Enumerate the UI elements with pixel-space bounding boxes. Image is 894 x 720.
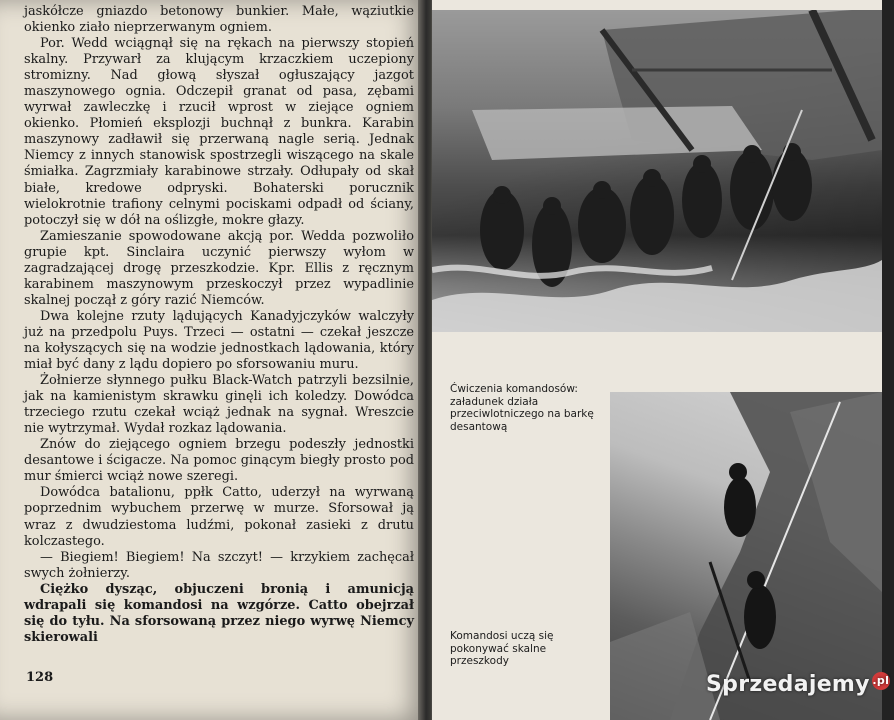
left-page bbox=[0, 0, 430, 720]
faint-caption bbox=[722, 326, 862, 335]
page-number: 128 bbox=[26, 670, 54, 685]
paragraph: Dwa kolejne rzuty lądujących Kanadyjczyków walczyły już na przedpolu Puys. Trzeci — ostatni — czekał jeszcze na kołyszących się na wodzie jednostkach lądowania, który miał być dany z lądu dopiero po sforsowaniu muru. bbox=[24, 308, 414, 373]
watermark-badge: .pl bbox=[872, 672, 890, 690]
left-page-text bbox=[24, 4, 414, 646]
landing-craft-illustration bbox=[432, 10, 882, 332]
paragraph: jaskółcze gniazdo betonowy bunkier. Małe, wąziutkie okienko ziało nieprzerwanym ogniem. bbox=[24, 4, 414, 36]
watermark-text: Sprzedajemy bbox=[706, 672, 870, 697]
paragraph: Dowódca batalionu, ppłk Catto, uderzył na wyrwaną poprzednim wybuchem przerwę w murze. Sforsował ją wraz z dwudziestoma ludźmi, pokonał zasieki z drutu kolczastego. bbox=[24, 485, 414, 549]
paragraph: Znów do ziejącego ogniem brzegu podeszły jednostki desantowe i ścigacze. Na pomoc ginącym biegły prosto pod mur śmierci wciąż nowe szeregi. bbox=[24, 437, 414, 485]
paragraph: — Biegiem! Biegiem! Na szczyt! — krzykiem zachęcał swych żołnierzy. bbox=[24, 549, 414, 581]
photo-caption-top: Ćwiczenia komandosów: załadunek działa przeciwlotniczego na barkę desantową bbox=[450, 383, 594, 433]
paragraph: Zamieszanie spowodowane akcją por. Wedda pozwoliło grupie kpt. Sinclaira uczynić pierwszy wyłom w zagradzającej drogę przeszkodzie. Kpr. Ellis z ręcznym karabinem maszynowym przeskoczył przez wypadlinie skalnej począł z góry razić Niemców. bbox=[24, 228, 414, 308]
paragraph: Ciężko dysząc, objuczeni bronią i amunicją wdrapali się komandosi na wzgórze. Catto obejrzał się do tyłu. Na sforsowaną przez niego wyrwę Niemcy skierowali bbox=[24, 581, 414, 645]
cliff-climbing-illustration bbox=[610, 392, 882, 720]
cliff-climbing-photo bbox=[610, 392, 882, 720]
paragraph: Por. Wedd wciągnął się na rękach na pierwszy stopień skalny. Przywarł za klującym krzaczkiem uczepiony stromizny. Nad głową słyszał ogłuszający jazgot maszynowego ognia. Odczepił granat od pasa, zębami wyrwał zawleczkę i rzucił wprost w ziejące ogniem okienko. Płomień eksplozji buchnął z bunkra. Karabin maszynowy zadławił się przerwaną nagle serią. Jednak Niemcy z innych stanowisk spostrzegli wiszącego na skale śmiałka. Zagrzmiały karabinowe strzały. Odłupały od skał białe, kredowe odpryski. Bohaterski porucznik wielokrotnie trafiony celnymi pociskami odpadł od ściany, potoczył się w dół na oślizgłe, mokre głazy. bbox=[24, 36, 414, 228]
photo-caption-bottom: Komandosi uczą się pokonywać skalne przeszkody bbox=[450, 630, 554, 668]
paragraph: Żołnierze słynnego pułku Black-Watch patrzyli bezsilnie, jak na kamienistym skrawku ginęli ich koledzy. Dowódca trzeciego rzutu czekał wciąż jednak na sygnał. Wreszcie nie wytrzymał. Wydał rozkaz lądowania. bbox=[24, 373, 414, 437]
watermark-logo bbox=[706, 672, 890, 697]
page-edge-shadow bbox=[882, 0, 894, 720]
right-page bbox=[432, 0, 882, 720]
landing-craft-photo bbox=[432, 10, 882, 332]
